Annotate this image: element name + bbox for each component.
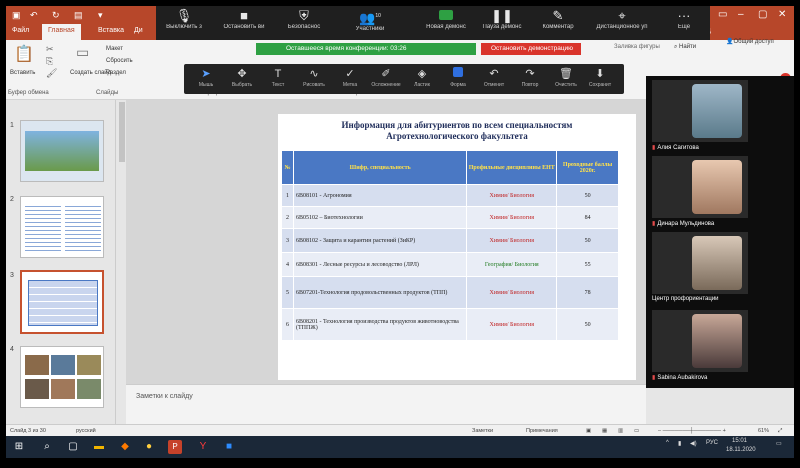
thumb-number: 1	[10, 122, 14, 129]
col-header-number: №	[282, 151, 294, 185]
admission-table[interactable]	[281, 150, 619, 341]
taskbar-app-icon[interactable]: ●	[145, 441, 153, 452]
mute-button[interactable]: 🎙 Выключить з	[156, 8, 212, 30]
annotate-button[interactable]: ✎ Комментар	[530, 8, 586, 30]
tab-home[interactable]: Главная	[42, 24, 81, 40]
slide-counter: Слайд 3 из 30	[10, 428, 46, 434]
clock-date[interactable]: 18.11.2020	[726, 447, 756, 453]
paste-button[interactable]: Вставить	[10, 70, 36, 76]
scrollbar-thumb[interactable]	[119, 102, 125, 162]
participants-button[interactable]: 👥$^{10}$ Участники	[342, 8, 398, 32]
thumbnail-photo	[25, 131, 99, 171]
comments-toggle[interactable]: Примечания	[526, 428, 558, 434]
share-screen-icon	[418, 8, 474, 24]
copy-icon[interactable]: ⎘	[46, 56, 54, 66]
status-bar	[6, 424, 794, 436]
participant-video-panel	[646, 76, 754, 388]
col-header-subjects: Профильные дисциплины ЕНТ	[467, 151, 557, 185]
redo-icon: ↷	[525, 68, 535, 80]
file-explorer-icon[interactable]: ▬	[94, 441, 104, 452]
stamp-check-icon: ✓	[345, 68, 355, 80]
close-window-icon[interactable]: ✕	[778, 9, 787, 20]
col-header-specialty: Шифр, специальность	[293, 151, 466, 185]
new-slide-icon[interactable]: ▭	[76, 44, 90, 60]
stop-share-button[interactable]: Остановить демонстрацию	[481, 43, 581, 55]
search-icon: ⌕	[674, 44, 680, 50]
participant-name-4: ▮ Sabina Aubakirova	[652, 375, 708, 381]
notifications-icon[interactable]: ▭	[776, 441, 782, 447]
participant-video-4[interactable]	[652, 310, 748, 372]
meeting-time-remaining: Оставшееся время конференции: 03:26	[256, 43, 476, 55]
video-camera-icon: ■	[240, 8, 248, 23]
slide-thumbnail-4[interactable]	[20, 346, 104, 408]
share-button[interactable]: 👤Общий доступ	[726, 39, 774, 45]
video-feed	[692, 314, 742, 368]
thumbnail-photo	[25, 379, 49, 399]
security-button[interactable]: ⛨ Безопаснос	[276, 8, 332, 30]
cut-icon[interactable]: ✂	[46, 44, 54, 54]
format-painter-icon[interactable]: 🖌	[46, 68, 58, 78]
slide-thumbnails-pane	[6, 100, 116, 424]
zoom-slider[interactable]: – ───────┼─────── +	[658, 428, 726, 434]
screen	[6, 6, 794, 458]
table-row: 2 6В05102 – Биотехнологии Химия/ Биология 84	[282, 207, 619, 229]
layout-button[interactable]: Макет	[106, 46, 123, 52]
zoom-app-icon[interactable]: ■	[225, 441, 233, 452]
annot-redo-button[interactable]: ↷ Повтор	[512, 66, 548, 88]
draw-squiggle-icon: ∿	[309, 68, 319, 80]
pause-share-button[interactable]: ❚❚ Пауза демонс	[474, 8, 530, 30]
video-feed	[692, 236, 742, 290]
video-feed	[692, 160, 742, 214]
more-button[interactable]: ··· Еще	[656, 8, 712, 30]
section-button[interactable]: Раздел	[106, 70, 126, 76]
yandex-browser-icon[interactable]: Y	[199, 441, 207, 452]
annot-mouse-button[interactable]: ➤ Мышь	[188, 66, 224, 88]
start-slideshow-icon[interactable]: ▤	[74, 10, 83, 20]
zoom-meeting-toolbar	[156, 6, 710, 40]
input-language[interactable]: РУС	[706, 440, 719, 446]
slide-thumbnail-1[interactable]	[20, 120, 104, 182]
network-icon[interactable]: ▮	[678, 441, 682, 447]
clipboard-group-label: Буфер обмена	[8, 90, 49, 96]
participant-video-1[interactable]	[652, 80, 748, 142]
search-icon[interactable]: ⌕	[44, 441, 50, 452]
minimize-icon[interactable]: –	[738, 9, 744, 20]
slide-thumbnail-3[interactable]	[20, 270, 104, 334]
thumbnail-text	[25, 203, 61, 251]
windows-taskbar	[6, 436, 794, 458]
thumbnails-scrollbar[interactable]	[118, 100, 126, 424]
slideshow-icon[interactable]: ▭	[634, 428, 640, 434]
reset-button[interactable]: Сбросить	[106, 58, 133, 64]
thumbnail-photo	[77, 379, 101, 399]
annot-format-button[interactable]: Форма	[440, 66, 476, 88]
fit-slide-icon[interactable]: ⤢	[778, 428, 783, 434]
participant-name-3: Центр профориентации	[652, 296, 719, 302]
thumbnail-table	[28, 280, 98, 326]
pause-icon: ❚❚	[491, 8, 513, 23]
undo-icon[interactable]: ↶	[30, 10, 38, 20]
thumb-number: 2	[10, 196, 14, 203]
slide-thumbnail-2[interactable]	[20, 196, 104, 258]
annot-clear-button[interactable]: 🗑 Очистить	[548, 66, 584, 88]
annot-undo-button[interactable]: ↶ Отменит	[476, 66, 512, 88]
slide-sorter-icon[interactable]: ▦	[602, 428, 608, 434]
slide-notes-field[interactable]: Заметки к слайду	[126, 384, 646, 424]
ribbon-display-icon[interactable]: ▭	[718, 9, 728, 20]
annot-spotlight-button[interactable]: ✐ Осложнение	[368, 66, 404, 88]
zoom-level[interactable]: 61%	[758, 428, 770, 434]
tray-arrow-icon[interactable]: ^	[666, 440, 669, 446]
thumb-number: 4	[10, 346, 14, 353]
new-share-button[interactable]: Новая демонс	[418, 8, 474, 30]
notes-toggle[interactable]: Заметки	[472, 428, 494, 434]
thumbnail-photo	[51, 355, 75, 375]
annot-stamp-button[interactable]: ✓ Метка	[332, 66, 368, 88]
shield-icon: ⛨	[299, 8, 309, 23]
annot-save-button[interactable]: ⬇ Сохранит	[582, 66, 618, 88]
select-arrows-icon: ✥	[237, 68, 247, 80]
more-icon: ···	[677, 8, 691, 23]
app-icon[interactable]: ◆	[121, 441, 129, 452]
participants-icon: 👥$^{10}$	[359, 10, 381, 26]
stop-video-button[interactable]: ■ Остановить ви	[216, 8, 272, 30]
thumbnail-photo	[77, 355, 101, 375]
thumb-number: 3	[10, 272, 14, 279]
shape-fill-button[interactable]: Заливка фигуры	[614, 44, 660, 50]
col-header-scores: Проходные баллы 2020г.	[557, 151, 619, 185]
save-icon: ⬇	[595, 68, 605, 80]
powerpoint-icon[interactable]: P	[168, 440, 182, 454]
muted-mic-icon: ▮	[652, 221, 656, 227]
tab-design[interactable]: Ди	[134, 27, 143, 34]
annot-eraser-button[interactable]: ◈ Ластик	[404, 66, 440, 88]
microphone-icon: 🎙	[175, 8, 193, 23]
find-button[interactable]: ⌕ Найти	[674, 44, 697, 50]
undo-icon: ↶	[489, 68, 499, 80]
slide-editor-area	[126, 100, 646, 384]
table-row: 1 6В08101 - Агрономия Химия/ Биология 50	[282, 185, 619, 207]
reading-view-icon[interactable]: ▥	[618, 428, 624, 434]
remote-control-icon: ⌖	[618, 8, 626, 23]
current-slide[interactable]	[278, 114, 636, 380]
annot-text-button[interactable]: T Текст	[260, 66, 296, 88]
new-slide-button[interactable]: Создать слайд	[70, 70, 112, 76]
thumbnail-text	[65, 203, 101, 251]
customize-icon[interactable]: ▾	[98, 10, 103, 20]
tab-file[interactable]: Файл	[12, 27, 30, 34]
text-tool-icon: T	[274, 68, 282, 80]
annotation-toolbar	[184, 64, 624, 94]
person-icon: 👤	[726, 39, 734, 45]
video-panel-background	[754, 76, 794, 388]
redo-icon[interactable]: ↻	[52, 10, 60, 20]
clipboard-icon[interactable]: 📋	[14, 46, 34, 63]
remote-control-button[interactable]: ⌖ Дистанционное уп	[594, 8, 650, 30]
participant-name-1: ▮ Алия Сагитова	[652, 145, 699, 151]
slides-group-label: Слайды	[96, 90, 119, 96]
participant-count-badge: 10	[375, 13, 381, 19]
maximize-icon[interactable]: ▢	[758, 9, 768, 20]
table-row: 3 6В08102 - Защита и карантин растений (ЗиКР) Химия/ Биология 50	[282, 229, 619, 253]
clock-time[interactable]: 15:01	[732, 438, 748, 444]
participant-video-2[interactable]	[652, 156, 748, 218]
muted-mic-icon: ▮	[652, 145, 656, 151]
pen-icon: ✎	[552, 8, 564, 23]
thumbnail-photo	[25, 355, 49, 375]
save-icon[interactable]: ▣	[12, 10, 21, 20]
mouse-pointer-icon: ➤	[201, 68, 211, 80]
table-row: 4 6В08301 - Лесные ресурсы и лесоводство (ЛРЛ) География/ Биология 55	[282, 253, 619, 277]
thumbnail-photo	[51, 379, 75, 399]
slide-title[interactable]: Информация для абитуриентов по всем специальностям Агротехнологического факультета	[341, 120, 573, 141]
annot-select-button[interactable]: ✥ Выбрать	[224, 66, 260, 88]
table-row: 6 6В08201 - Технология производства продуктов животноводства (ТППЖ) Химия/ Биология 50	[282, 309, 619, 341]
participant-video-3[interactable]	[652, 232, 748, 294]
participant-name-2: ▮ Динара Мульдинова	[652, 221, 715, 227]
muted-mic-icon: ▮	[652, 375, 656, 381]
normal-view-icon[interactable]: ▣	[586, 428, 592, 434]
table-row: 5 6В07201-Технология продовольственных продуктов (ТПП) Химия/ Биология 78	[282, 277, 619, 309]
trash-icon: 🗑	[559, 68, 573, 80]
highlighter-icon: ✐	[381, 68, 391, 80]
windows-start-icon[interactable]: ⊞	[14, 441, 24, 452]
volume-icon[interactable]: ◀)	[690, 441, 697, 447]
annot-draw-button[interactable]: ∿ Рисовать	[296, 66, 332, 88]
language-indicator[interactable]: русский	[76, 428, 96, 434]
shape-square-icon	[440, 66, 476, 82]
video-feed	[692, 84, 742, 138]
tab-insert[interactable]: Вставка	[98, 27, 125, 34]
task-view-icon[interactable]: ▢	[68, 441, 78, 452]
eraser-icon: ◈	[417, 68, 427, 80]
